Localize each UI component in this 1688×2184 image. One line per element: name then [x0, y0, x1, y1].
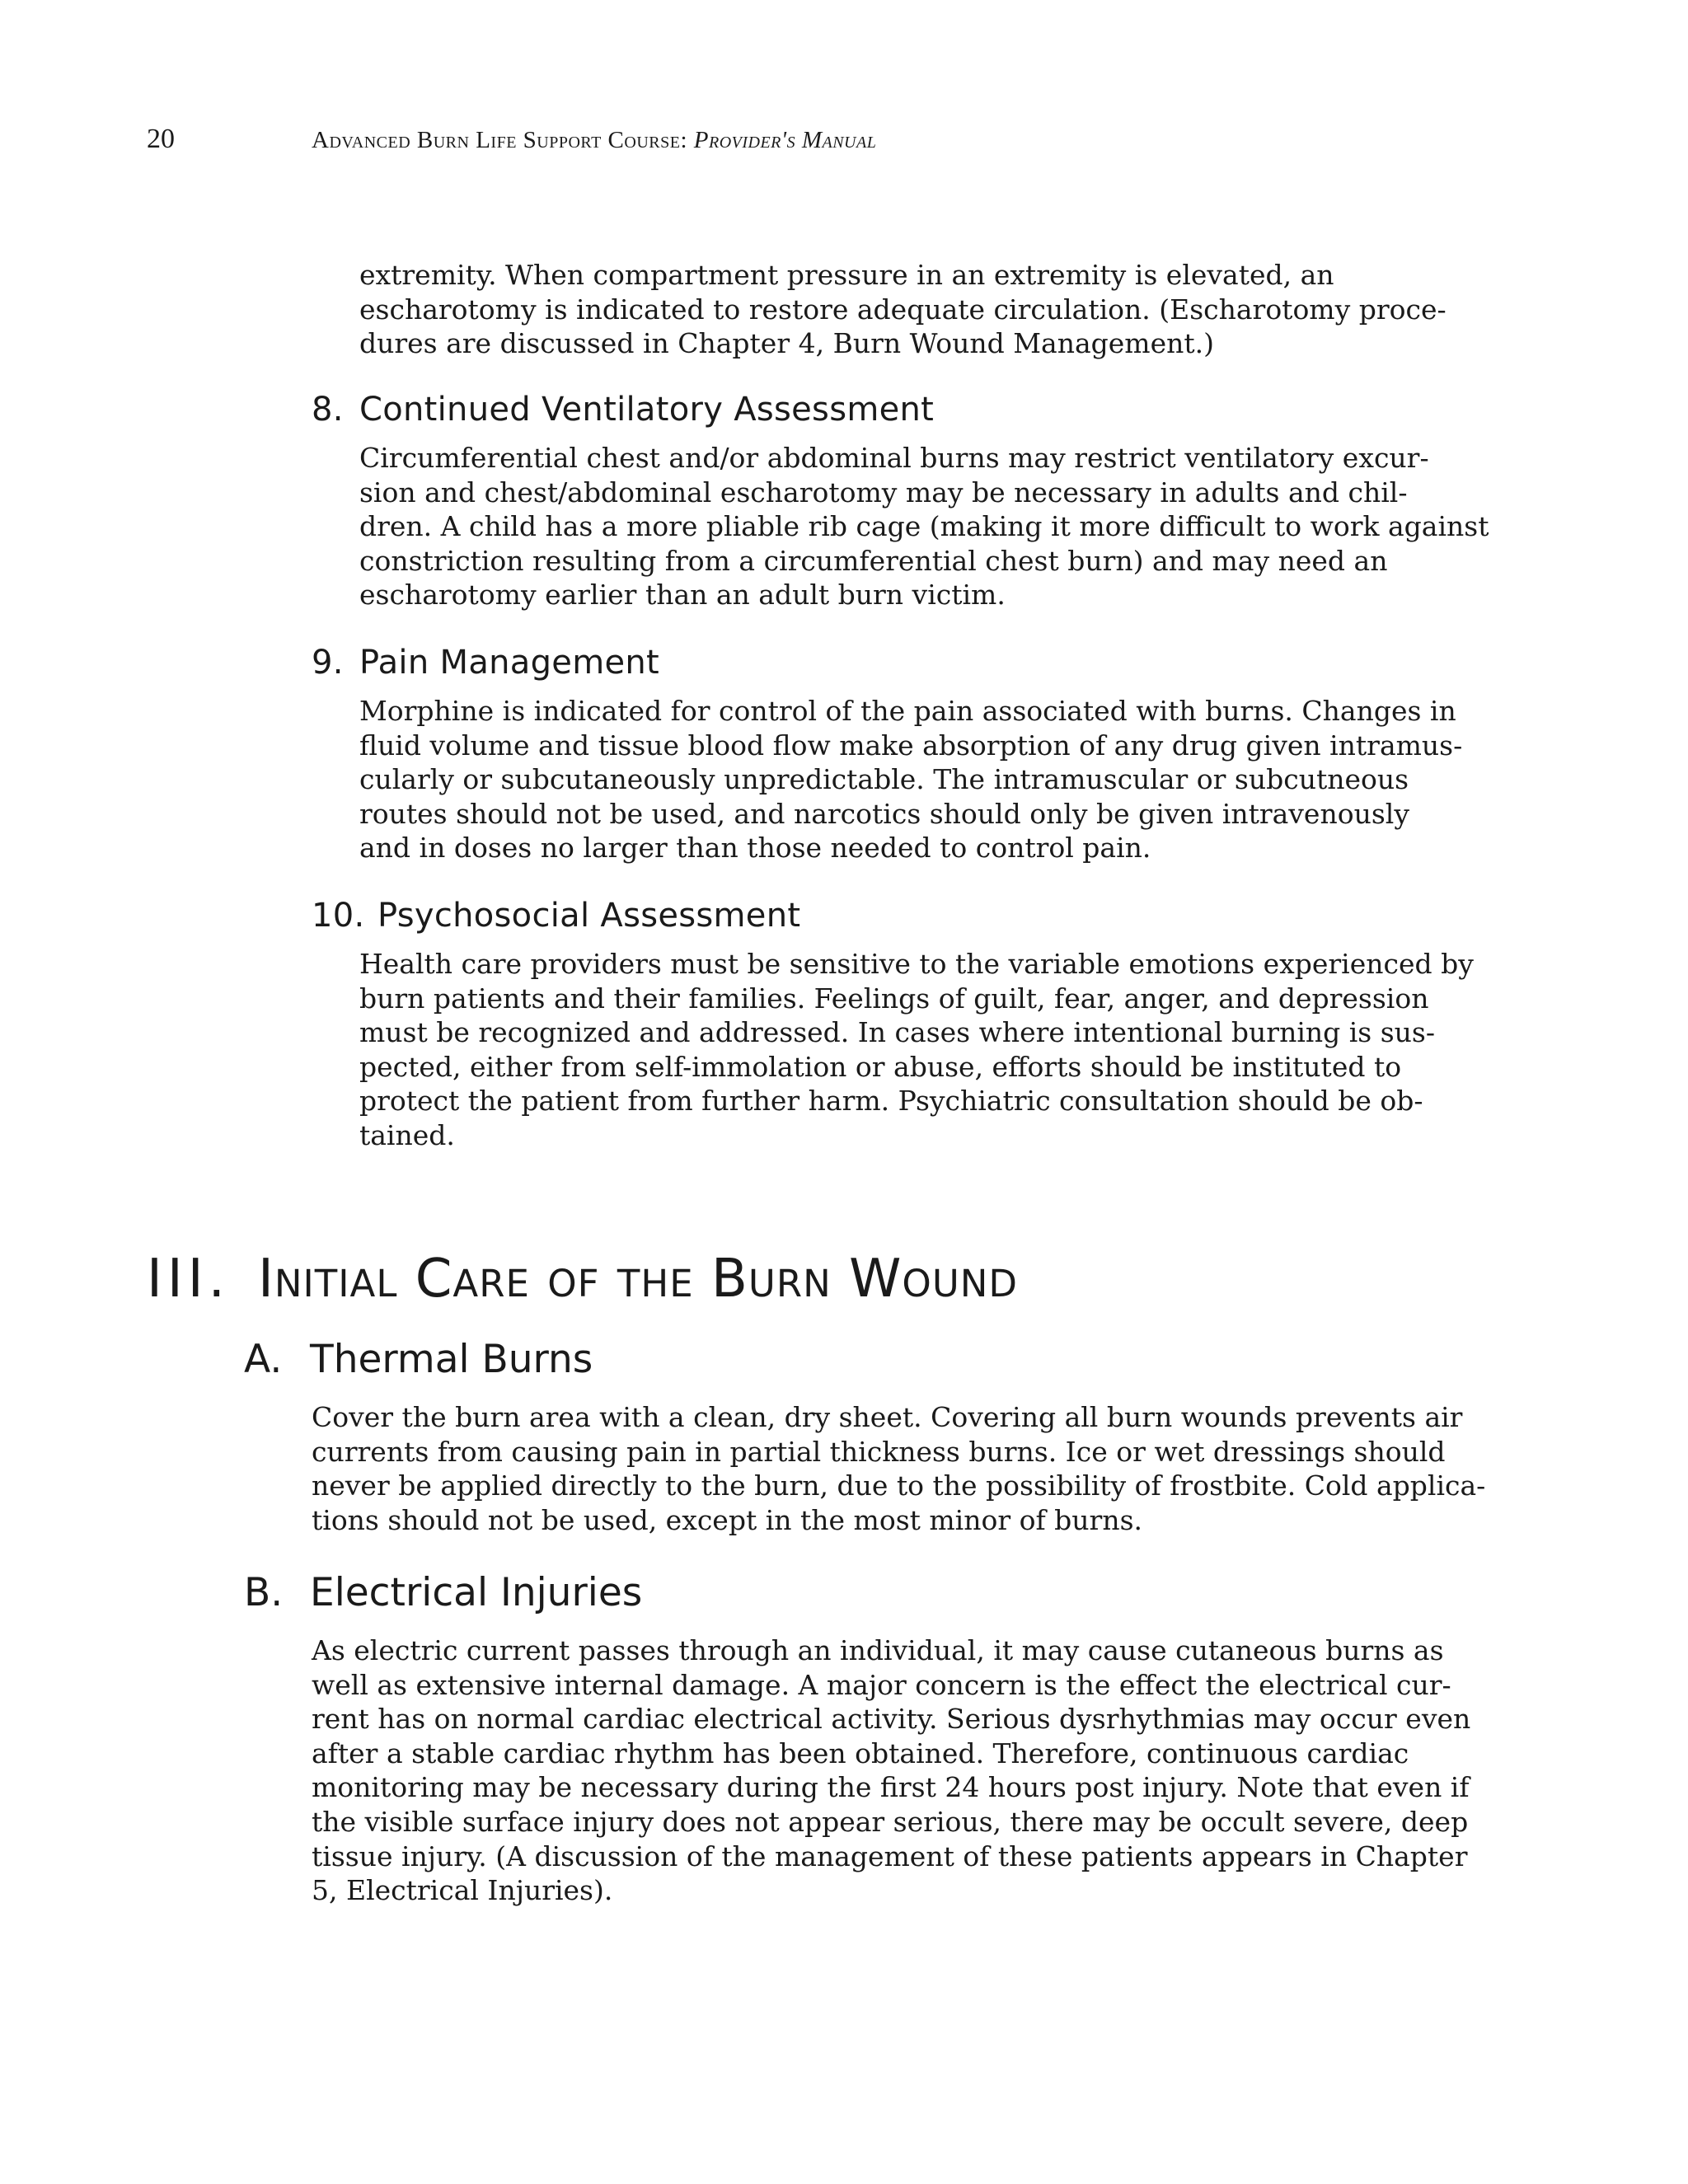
item-9-body: Morphine is indicated for control of the pain associated with burns. Changes in fluid volume and tissue blood flow make absorption of any drug given intramus- cularly or subcutaneously unpredictable. The intramuscular or subcutneous routes should not be used, and narcotics should only be given intravenously and in doses no larger than those needed to control pain.: [359, 695, 1463, 865]
subsection-letter: A.: [244, 1337, 283, 1382]
subsection-title: Electrical Injuries: [310, 1570, 643, 1615]
item-title: Continued Ventilatory Assessment: [359, 391, 935, 429]
item-number: 9.: [312, 644, 344, 682]
item-title: Psychosocial Assessment: [377, 897, 801, 935]
subsection-b-body: As electric current passes through an individual, it may cause cutaneous burns as well as extensive internal damage. A major concern is the effect the electrical cur- rent has on normal cardiac electrical activity. Serious dysrhythmias may occur even after a stable cardiac rhythm has been obtained. Therefore, continuous cardiac monitoring may be necessary during the first 24 hours post injury. Note that even if the visible surface injury does not appear serious, there may be occult severe, deep tissue injury. (A discussion of the management of these patients appears in Chapter 5, Electrical Injuries).: [312, 1634, 1471, 1907]
running-subtitle: Provider's Manual: [693, 127, 877, 153]
subsection-a-heading: [244, 1337, 593, 1382]
item-number: 10.: [312, 897, 365, 935]
item-8-heading: [312, 391, 934, 429]
section-title: Initial Care of the Burn Wound: [257, 1249, 1019, 1310]
running-head: [312, 127, 876, 154]
page-header: [0, 124, 1688, 165]
item-title: Pain Management: [359, 644, 660, 682]
section-heading: [147, 1249, 1018, 1310]
item-number: 8.: [312, 391, 344, 429]
page-number: 20: [147, 124, 175, 154]
item-10-body: Health care providers must be sensitive to the variable emotions experienced by burn patients and their families. Feelings of guilt, fear, anger, and depression must be recognized and addressed. In cases where intentional burning is sus- pected, either from self-immolation or abuse, efforts should be instituted to protect the patient from further harm. Psychiatric consultation should be ob- tained.: [359, 948, 1474, 1151]
subsection-a-body: Cover the burn area with a clean, dry sheet. Covering all burn wounds prevents air currents from causing pain in partial thickness burns. Ice or wet dressings should never be applied directly to the burn, due to the possibility of frostbite. Cold applica- tions should not be used, except in the most minor of burns.: [312, 1401, 1486, 1536]
section-numeral: III.: [147, 1249, 230, 1310]
subsection-letter: B.: [244, 1570, 284, 1615]
item-10-heading: [312, 897, 800, 935]
intro-paragraph: extremity. When compartment pressure in an extremity is elevated, an escharotomy is indicated to restore adequate circulation. (Escharotomy proce- dures are discussed in Chapter 4, Burn Wound Management.): [359, 259, 1447, 360]
subsection-title: Thermal Burns: [310, 1337, 593, 1382]
item-8-body: Circumferential chest and/or abdominal burns may restrict ventilatory excur- sion and chest/abdominal escharotomy may be necessary in adults and chil- dren. A child has a more pliable rib cage (making it more difficult to work against constriction resulting from a circumferential chest burn) and may need an escharotomy earlier than an adult burn victim.: [359, 442, 1489, 612]
running-title: Advanced Burn Life Support Course:: [312, 127, 688, 153]
subsection-b-heading: [244, 1570, 642, 1615]
item-9-heading: [312, 644, 659, 682]
